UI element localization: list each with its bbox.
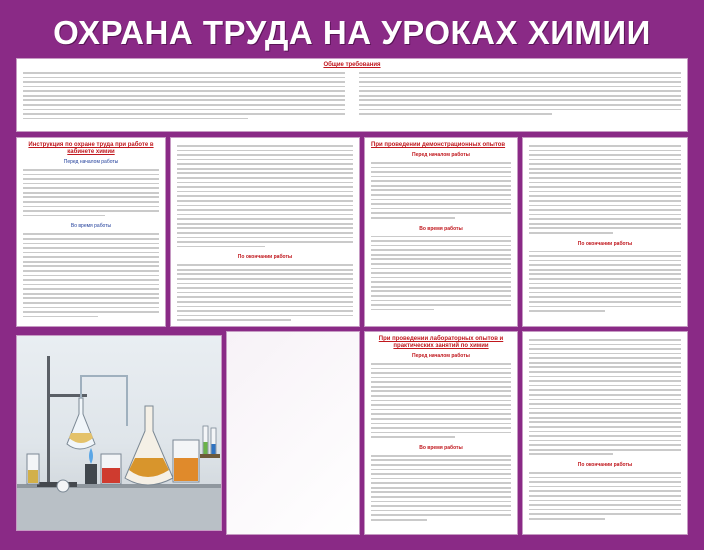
column-2-bottom-panel — [226, 331, 360, 535]
col3-after-work-text — [523, 250, 687, 316]
lab-experiments-panel — [364, 331, 518, 535]
col1-during-work-text — [17, 232, 165, 321]
col3-during-work-subheading: Во время работы — [419, 225, 463, 232]
col4-during-work-text — [365, 454, 517, 525]
col4-after-work-text — [523, 471, 687, 523]
col3-before-work-subheading: Перед началом работы — [412, 152, 470, 158]
lab-experiments-heading: При проведении лабораторных опытов и практических занятий по химии — [378, 336, 504, 349]
col4-during-work-subheading: Во время работы — [419, 444, 463, 451]
general-text-right — [359, 72, 681, 122]
col3-during-work-continued-text — [523, 144, 687, 238]
general-text-left — [23, 72, 345, 122]
general-requirements-panel — [16, 58, 688, 132]
col2-after-work-text — [171, 263, 359, 325]
col4-before-work-subheading: Перед началом работы — [412, 353, 470, 359]
laboratory-photo — [16, 335, 222, 531]
col2-after-work-subheading: По окончании работы — [237, 254, 293, 261]
column-4-top-panel — [522, 137, 688, 327]
instruction-panel — [16, 137, 166, 327]
col3-during-work-text — [365, 235, 517, 315]
col1-before-work-subheading: Перед началом работы — [63, 159, 119, 165]
demonstration-experiments-panel — [364, 137, 518, 327]
col1-before-work-text — [17, 168, 165, 220]
demonstration-heading: При проведении демонстрационных опытов — [371, 142, 506, 148]
instruction-heading: Инструкция по охране труда при работе в кабинете химии — [28, 142, 154, 155]
col4-during-work-continued-text — [523, 338, 687, 459]
col4-before-work-text — [365, 362, 517, 442]
poster-title: ОХРАНА ТРУДА НА УРОКАХ ХИМИИ — [53, 14, 651, 51]
col3-after-work-subheading: По окончании работы — [577, 240, 633, 247]
col2-during-work-text — [171, 144, 359, 251]
column-2-panel — [170, 137, 360, 327]
col4-after-work-subheading: По окончании работы — [577, 462, 633, 469]
laboratory-glassware-icon — [17, 336, 222, 531]
col3-before-work-text — [365, 161, 517, 223]
col1-during-work-subheading: Во время работы — [70, 223, 112, 230]
general-requirements-heading: Общие требования — [323, 62, 381, 68]
lab-experiments-continued-panel — [522, 331, 688, 535]
